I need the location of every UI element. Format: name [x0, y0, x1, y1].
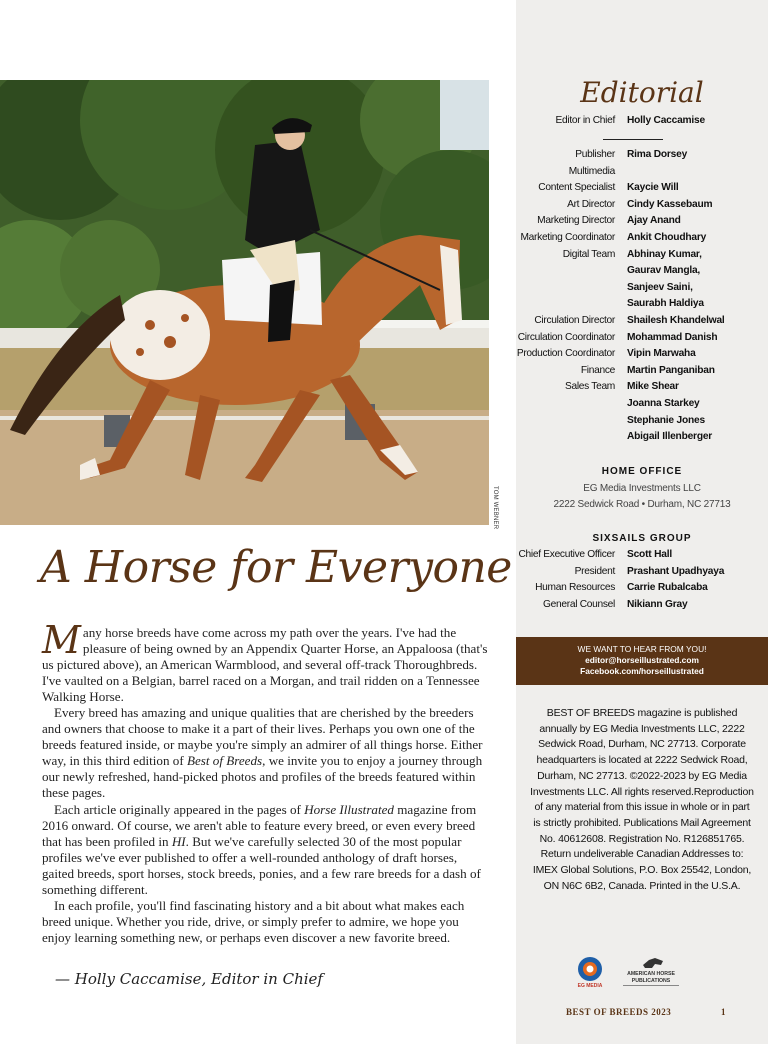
home-office-company: EG Media Investments LLC — [583, 483, 701, 494]
staff-role: Marketing Director — [537, 215, 615, 227]
staff-row — [516, 247, 768, 264]
staff-role: Art Director — [567, 198, 615, 210]
staff-name: Cindy Kassebaum — [627, 198, 713, 210]
staff-role: Circulation Coordinator — [517, 331, 615, 343]
paragraph-3-text-b: magazine from 2016 onward. Of course, we aren't able to feature every breed, or even every breed that has been profiled in — [42, 801, 477, 849]
drop-cap: M — [42, 618, 81, 662]
home-office-heading: HOME OFFICE — [601, 466, 683, 477]
staff-name: Stephanie Jones — [627, 414, 705, 426]
staff-name: Gaurav Mangla, — [627, 265, 701, 277]
ahp-logo-line-1: AMERICAN HORSE — [627, 971, 675, 977]
chief-name: Holly Caccamise — [627, 115, 705, 126]
staff-name: Carrie Rubalcaba — [627, 582, 708, 594]
ahp-logo-icon — [619, 956, 683, 990]
staff-name: Abigail Illenberger — [627, 431, 713, 443]
article-headline: A Horse for Everyone — [40, 542, 512, 593]
staff-list — [516, 147, 768, 446]
eg-media-logo — [576, 956, 604, 990]
paragraph-3-italic-2: HI — [171, 833, 186, 849]
paragraph-2-text-a: Every breed has amazing and unique qualities that are cherished by the breeders and owners that choose to make it a part of their lives. Perhaps you own one of the breeds featured inside, or maybe you're simply an admirer of all things horse. Either way, in this third edition of — [42, 705, 483, 769]
staff-role: Circulation Director — [534, 314, 615, 326]
staff-row — [516, 197, 768, 214]
paragraph-1-text: any horse breeds have come across my path over the years. I've had the pleasure of being owned by an Appendix Quarter Horse, an Appaloosa (that's us pictured above), an American Warmblood, and several off-track Thoroughbreds. I've vaulted on a Belgian, barrel raced on a Morgan, and trail ridden on a Tennessee Walking Horse. — [42, 625, 488, 705]
staff-row — [516, 213, 768, 230]
staff-name: Ajay Anand — [627, 215, 681, 227]
staff-role — [516, 413, 627, 430]
paragraph-2-text-b: , we invite you to enjoy a journey through our newly refreshed, hand-picked photos and profiles of the breeds featured within these pages. — [42, 753, 483, 801]
staff-role: President — [574, 565, 615, 577]
staff-name: Sanjeev Saini, — [627, 281, 693, 293]
staff-name: Martin Panganiban — [627, 364, 715, 376]
staff-row — [516, 164, 768, 181]
paragraph-2-italic: Best of Breeds — [186, 753, 263, 769]
staff-name: Mike Shear — [627, 381, 679, 393]
paragraph-3-italic-1: Horse Illustrated — [304, 801, 394, 817]
staff-row — [516, 230, 768, 247]
staff-role — [516, 263, 627, 280]
staff-name: Scott Hall — [627, 549, 672, 560]
staff-name: Mohammad Danish — [627, 331, 718, 343]
staff-role: Multimedia — [568, 165, 615, 177]
horse-photo-illustration — [0, 80, 489, 525]
staff-role: Digital Team — [562, 248, 615, 260]
staff-role: Content Specialist — [538, 182, 615, 194]
staff-name: Nikiann Gray — [627, 598, 688, 610]
staff-name: Ankit Choudhary — [627, 231, 707, 243]
editorial-title: Editorial — [580, 76, 704, 109]
article-body — [42, 618, 490, 946]
staff-role: Human Resources — [535, 582, 615, 594]
editor-signature: — Holly Caccamise, Editor in Chief — [55, 970, 323, 988]
cover-photo — [0, 80, 489, 525]
footer-title: BEST OF BREEDS 2023 — [566, 1007, 672, 1017]
photo-credit — [488, 486, 500, 530]
sixsails-row — [516, 564, 768, 581]
staff-role: Finance — [580, 364, 615, 376]
staff-name: Saurabh Haldiya — [627, 298, 704, 310]
paragraph-3-text-c: . But we've carefully selected 30 of the most popular profiles we've ever published to offer a well-rounded anthology of draft horses, gaited breeds, sport horses, stock breeds, ponies, and a few rare breeds for a dash of something different. — [42, 833, 481, 897]
staff-role — [516, 396, 627, 413]
sixsails-row — [516, 547, 768, 564]
staff-row — [516, 363, 768, 380]
chief-role: Editor in Chief — [555, 115, 615, 126]
paragraph-3-text-a: Each article originally appeared in the pages of — [54, 801, 305, 817]
staff-role: Chief Executive Officer — [518, 549, 615, 560]
american-horse-publications-logo — [619, 956, 683, 990]
staff-row — [516, 180, 768, 197]
eg-media-logo-icon — [576, 956, 604, 990]
staff-row — [516, 280, 768, 297]
article-paragraph-1 — [42, 618, 490, 705]
legal-notice: BEST OF BREEDS magazine is published annually by EG Media Investments LLC, 2222 Sedwick Road, Durham, NC 27713. Corporate headquarters is located at 2222 Sedwick Road, Durham, NC 27713. ©2022-2023 by EG Media Investments LLC. All rights reserved.Reproduction of any material from this issue in whole or in part is strictly prohibited. Publications Mail Agreement No. 40612608. Registration No. R126851765. Return undeliverable Canadian Addresses to: IMEX Global Solutions, P.O. Box 25542, London, ON N6C 6B2, Canada. Printed in the U.S.A. — [530, 707, 754, 892]
chief-row — [516, 113, 768, 130]
divider — [603, 139, 663, 140]
page-number: 1 — [721, 1007, 726, 1017]
contact-facebook-link[interactable]: Facebook.com/horseillustrated — [580, 666, 704, 676]
staff-row — [516, 346, 768, 363]
article-paragraph-4: In each profile, you'll find fascinating history and a bit about what makes each breed unique. Whether you ride, drive, or simply prefer to admire, we hope you enjoy learning something new, or perhaps even discover a new favorite breed. — [42, 897, 465, 945]
photo-credit-text: TOM WEBNER — [492, 486, 498, 530]
staff-row — [516, 429, 768, 446]
staff-name: Joanna Starkey — [627, 397, 700, 409]
contact-banner — [516, 637, 768, 685]
sixsails-row — [516, 580, 768, 597]
article-paragraph-2 — [42, 705, 490, 801]
staff-role — [516, 429, 627, 446]
staff-row — [516, 413, 768, 430]
staff-row — [516, 296, 768, 313]
sixsails-list — [516, 547, 768, 613]
masthead-sidebar — [516, 0, 768, 1044]
contact-lead: WE WANT TO HEAR FROM YOU! — [577, 644, 707, 654]
staff-row — [516, 263, 768, 280]
staff-role: General Counsel — [543, 598, 615, 610]
ahp-logo-line-2: PUBLICATIONS — [631, 978, 671, 984]
contact-email-link[interactable]: editor@horseillustrated.com — [585, 655, 699, 665]
staff-name: Abhinay Kumar, — [627, 248, 702, 260]
staff-row — [516, 147, 768, 164]
eg-media-logo-text: EG MEDIA — [577, 983, 603, 989]
staff-role — [516, 296, 627, 313]
staff-name: Vipin Marwaha — [627, 348, 696, 360]
staff-role: Production Coordinator — [516, 348, 615, 360]
staff-row — [516, 396, 768, 413]
staff-row — [516, 379, 768, 396]
staff-name: Shailesh Khandelwal — [627, 314, 725, 326]
home-office-address: 2222 Sedwick Road • Durham, NC 27713 — [553, 499, 731, 510]
staff-name: Rima Dorsey — [627, 149, 688, 160]
staff-role: Sales Team — [564, 381, 615, 393]
article-paragraph-3 — [42, 802, 490, 898]
staff-row — [516, 313, 768, 330]
staff-name: Kaycie Will — [627, 182, 679, 194]
staff-name: Prashant Upadhyaya — [627, 565, 725, 577]
sixsails-heading: SIXSAILS GROUP — [592, 533, 692, 544]
staff-role: Marketing Coordinator — [520, 231, 615, 243]
staff-row — [516, 330, 768, 347]
sixsails-row — [516, 597, 768, 614]
staff-role — [516, 280, 627, 297]
staff-role: Publisher — [575, 149, 615, 160]
